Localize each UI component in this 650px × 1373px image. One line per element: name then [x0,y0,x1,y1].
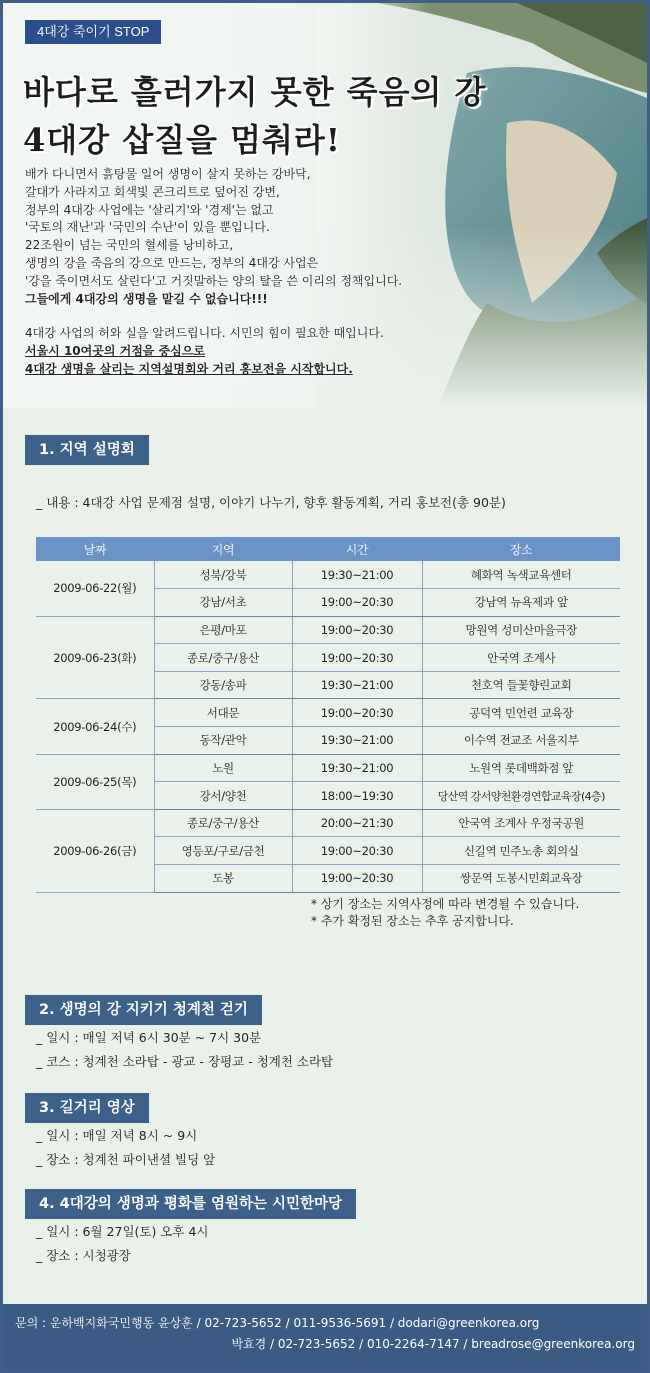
table-row [36,809,620,837]
date-cell: 2009-06-23(화) [36,616,154,699]
section-1-content: _ 내용 : 4대강 사업 문제점 설명, 이야기 나누기, 향후 활동계획, 거리 홍보전(총 90분) [36,495,506,510]
intro-line: '국토의 재난'과 '국민의 수난'이 있을 뿐입니다. [25,220,270,235]
note-line: * 추가 확정된 장소는 추후 공지합니다. [311,914,514,928]
time-cell: 20:00~21:30 [292,809,422,837]
date-cell: 2009-06-26(금) [36,809,154,892]
section-2-course: _ 코스 : 청계천 소라탑 - 광교 - 장평교 - 청계천 소라탑 [36,1054,334,1069]
section-2-time: _ 일시 : 매일 저녁 6시 30분 ~ 7시 30분 [36,1030,262,1045]
time-cell: 19:00~20:30 [292,589,422,617]
region-cell: 성북/강북 [154,561,292,589]
contact-footer [3,1304,647,1370]
table-row [36,616,620,644]
schedule-table [36,537,620,893]
note-line: * 상기 장소는 지역사정에 따라 변경될 수 있습니다. [311,897,580,911]
column-header-date: 날짜 [36,537,154,561]
region-cell: 서대문 [154,699,292,727]
table-row [36,561,620,589]
place-cell: 쌍문역 도봉시민회교육장 [422,865,620,893]
intro-line: 4대강 사업의 허와 실을 알려드립니다. 시민의 힘이 필요한 때입니다. [25,326,384,341]
section-2-title: 2. 생명의 강 지키기 청계천 걷기 [25,995,262,1025]
intro-line: 22조원이 넘는 국민의 혈세를 낭비하고, [25,238,234,253]
section-3-title: 3. 길거리 영상 [25,1093,149,1123]
section-4-title: 4. 4대강의 생명과 평화를 염원하는 시민한마당 [25,1189,356,1219]
header [3,3,647,408]
intro-line: 배가 다니면서 흙탕물 일어 생명이 살지 못하는 강바닥, [25,167,311,181]
campaign-tag: 4대강 죽이기 STOP [25,20,161,44]
intro-underlined-line: 서울시 10여곳의 거점을 중심으로 [25,344,205,359]
place-cell: 안국역 조계사 우정국공원 [422,809,620,837]
intro-bold-line: 그들에게 4대강의 생명을 맡길 수 없습니다!!! [25,291,268,306]
time-cell: 19:00~20:30 [292,699,422,727]
column-header-place: 장소 [422,537,620,561]
headline-line-2: 4대강 삽질을 멈춰라! [23,121,341,159]
time-cell: 19:30~21:00 [292,671,422,699]
time-cell: 19:00~20:30 [292,616,422,644]
place-cell: 천호역 들꽃향린교회 [422,671,620,699]
place-cell: 당산역 강서양천환경연합교육장(4층) [422,782,620,810]
time-cell: 19:00~20:30 [292,644,422,672]
time-cell: 19:30~21:00 [292,561,422,589]
place-cell: 혜화역 녹색교육센터 [422,561,620,589]
intro-line: '강을 죽이면서도 살린다'고 거짓말하는 양의 탈을 쓴 이리의 정책입니다. [25,273,403,288]
place-cell: 공덕역 민언련 교육장 [422,699,620,727]
section-4-place: _ 장소 : 시청광장 [36,1248,131,1263]
contact-line-2: 박효경 / 02-723-5652 / 010-2264-7147 / breadrose@greenkorea.org [231,1337,635,1351]
region-cell: 강남/서초 [154,589,292,617]
table-header-row [36,537,620,561]
time-cell: 18:00~19:30 [292,782,422,810]
region-cell: 종로/중구/용산 [154,809,292,837]
intro-underlined-line: 4대강 생명을 살리는 지역설명회와 거리 홍보전을 시작합니다. [25,361,353,376]
place-cell: 노원역 롯데백화점 앞 [422,754,620,782]
region-cell: 도봉 [154,865,292,893]
table-row [36,699,620,727]
time-cell: 19:00~20:30 [292,865,422,893]
time-cell: 19:00~20:30 [292,837,422,865]
intro-line: 정부의 4대강 사업에는 '살리기'와 '경제'는 없고 [25,202,274,217]
section-3-time: _ 일시 : 매일 저녁 8시 ~ 9시 [36,1128,198,1143]
date-cell: 2009-06-22(월) [36,561,154,616]
intro-line: 갈대가 사라지고 회색빛 콘크리트로 덮어진 강변, [25,184,280,199]
section-3-place: _ 장소 : 청계천 파이낸셜 빌딩 앞 [36,1152,216,1167]
region-cell: 강동/송파 [154,671,292,699]
place-cell: 이수역 전교조 서울지부 [422,727,620,755]
contact-line-1: 문의 : 운하백지화국민행동 윤상훈 / 02-723-5652 / 011-9536-5691 / dodari@greenkorea.org [15,1316,540,1330]
place-cell: 강남역 뉴욕제과 앞 [422,589,620,617]
region-cell: 동작/관악 [154,727,292,755]
region-cell: 강서/양천 [154,782,292,810]
schedule-notes [311,896,579,930]
region-cell: 은평/마포 [154,616,292,644]
column-header-time: 시간 [292,537,422,561]
table-row [36,754,620,782]
section-4-time: _ 일시 : 6월 27일(토) 오후 4시 [36,1224,209,1239]
column-header-region: 지역 [154,537,292,561]
headline-line-1: 바다로 흘러가지 못한 죽음의 강 [23,73,487,111]
region-cell: 종로/중구/용산 [154,644,292,672]
date-cell: 2009-06-25(목) [36,754,154,809]
time-cell: 19:30~21:00 [292,727,422,755]
section-1-title: 1. 지역 설명회 [25,435,149,465]
place-cell: 망원역 성미산마을극장 [422,616,620,644]
region-cell: 노원 [154,754,292,782]
intro-text [25,166,485,379]
place-cell: 안국역 조계사 [422,644,620,672]
region-cell: 영등포/구로/금천 [154,837,292,865]
intro-line: 생명의 강을 죽음의 강으로 만드는, 정부의 4대강 사업은 [25,255,319,270]
date-cell: 2009-06-24(수) [36,699,154,754]
place-cell: 신길역 민주노총 회의실 [422,837,620,865]
time-cell: 19:30~21:00 [292,754,422,782]
